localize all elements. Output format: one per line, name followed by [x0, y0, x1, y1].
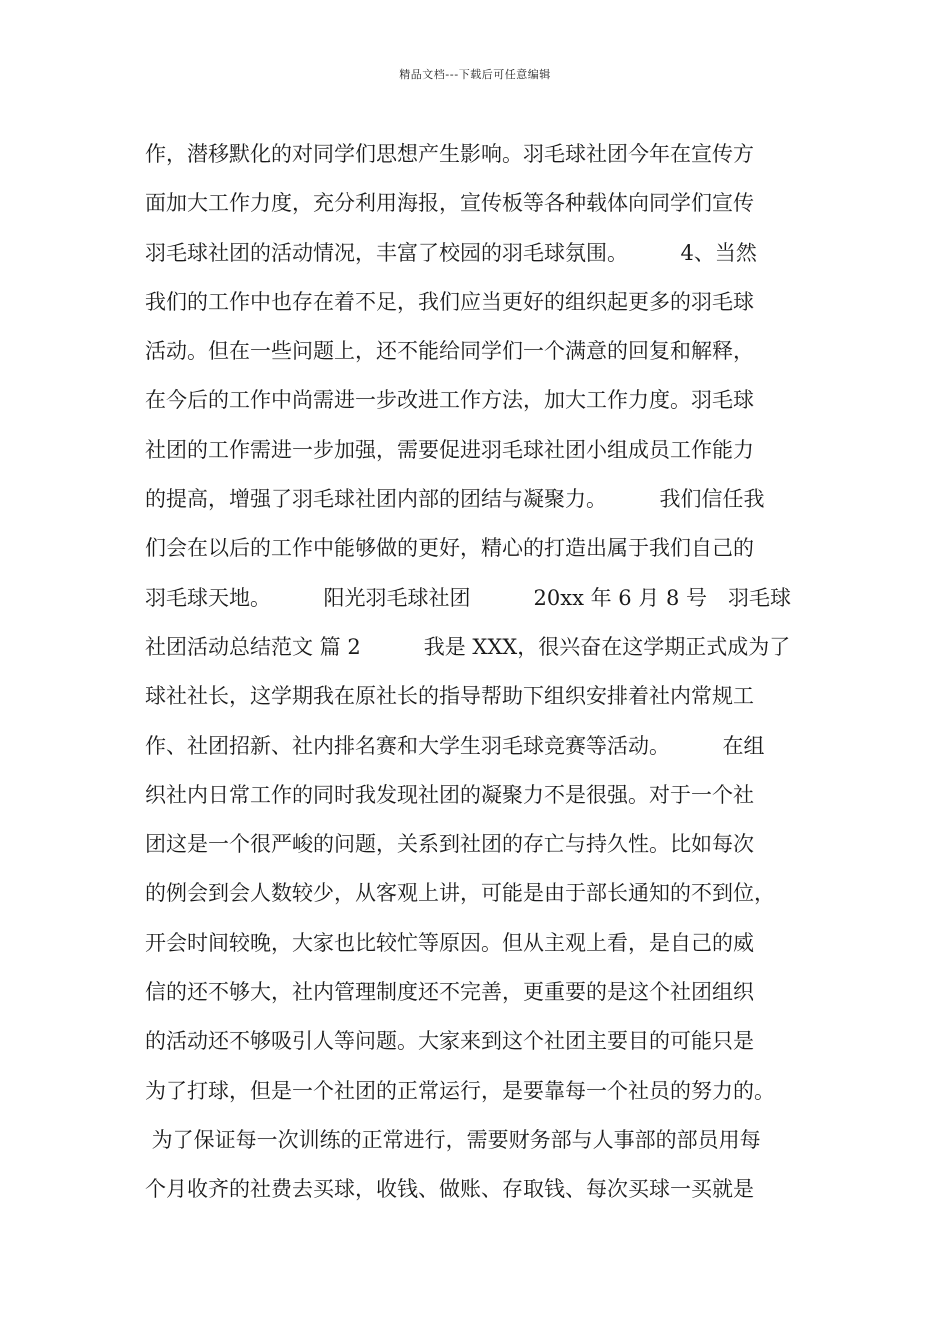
text-line: 的例会到会人数较少，从客观上讲，可能是由于部长通知的不到位，	[145, 881, 775, 906]
text-line: 活动。但在一些问题上，还不能给同学们一个满意的回复和解释，	[145, 339, 754, 364]
text-line: 开会时间较晚，大家也比较忙等原因。但从主观上看，是自己的威	[145, 930, 754, 955]
page-header: 精品文档---下载后可任意编辑	[399, 68, 551, 81]
text-line: 个月收齐的社费去买球，收钱、做账、存取钱、每次买球一买就是	[145, 1177, 754, 1202]
text-line: 作、社团招新、社内排名赛和大学生羽毛球竞赛等活动。 在组	[145, 733, 765, 758]
text-line: 在今后的工作中尚需进一步改进工作方法，加大工作力度。羽毛球	[145, 388, 754, 413]
text-line: 们会在以后的工作中能够做的更好，精心的打造出属于我们自己的	[145, 536, 754, 561]
text-line: 球社社长，这学期我在原社长的指导帮助下组织安排着社内常规工	[145, 684, 754, 709]
text-line: 为了保证每一次训练的正常进行，需要财务部与人事部的部员用每	[145, 1127, 761, 1152]
text-line: 社团活动总结范文 篇 2 我是 XXX，很兴奋在这学期正式成为了	[145, 634, 791, 659]
text-line: 作，潜移默化的对同学们思想产生影响。羽毛球社团今年在宣传方	[145, 142, 754, 166]
text-line: 为了打球，但是一个社团的正常运行，是要靠每一个社员的努力的。	[145, 1078, 775, 1103]
text-line: 信的还不够大，社内管理制度还不完善，更重要的是这个社团组织	[145, 980, 754, 1005]
text-line: 织社内日常工作的同时我发现社团的凝聚力不是很强。对于一个社	[145, 782, 754, 807]
text-line: 羽毛球天地。 阳光羽毛球社团 20xx 年 6 月 8 号 羽毛球	[145, 585, 792, 610]
text-line: 的活动还不够吸引人等问题。大家来到这个社团主要目的可能只是	[145, 1029, 754, 1054]
text-line: 羽毛球社团的活动情况，丰富了校园的羽毛球氛围。 4、当然	[145, 240, 757, 265]
text-line: 团这是一个很严峻的问题，关系到社团的存亡与持久性。比如每次	[145, 832, 754, 857]
document-body	[145, 130, 815, 1215]
text-line: 我们的工作中也存在着不足，我们应当更好的组织起更多的羽毛球	[145, 289, 754, 314]
text-line: 社团的工作需进一步加强，需要促进羽毛球社团小组成员工作能力	[145, 437, 754, 462]
text-line: 的提高，增强了羽毛球社团内部的团结与凝聚力。 我们信任我	[145, 487, 765, 512]
text-line: 面加大工作力度，充分利用海报，宣传板等各种载体向同学们宣传	[145, 191, 754, 216]
